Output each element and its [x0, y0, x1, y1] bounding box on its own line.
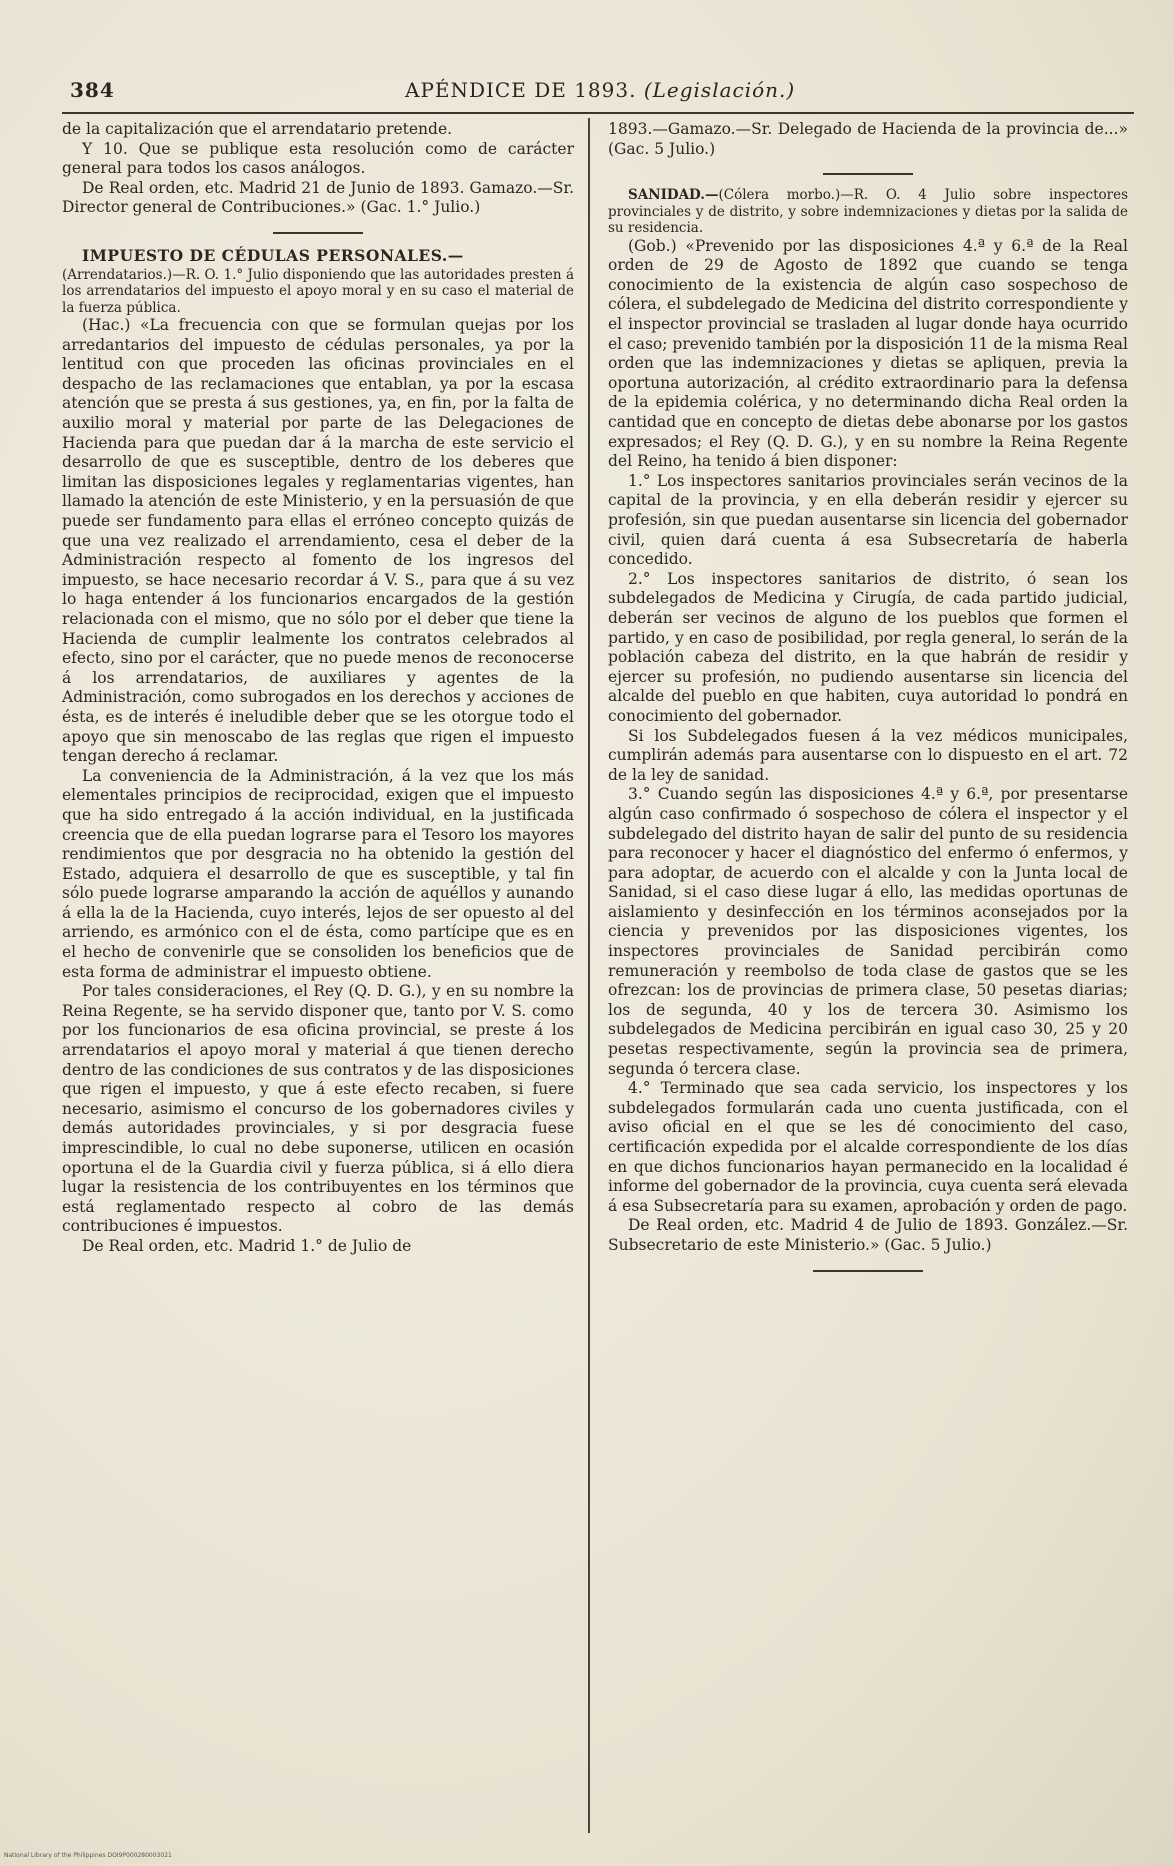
- column-rule: [588, 118, 590, 1833]
- paragraph: 4.° Terminado que sea cada servicio, los inspectores y los subdelegados formularán cada uno cuenta justificada, con el aviso oficial en el que se les dé conocimiento del caso, certificación expedida por el alcalde correspondiente de los días en que dichos funcionarios hayan permanecido en la localidad é informe del gobernador de la provincia, cuya cuenta será elevada á esa Subsecretaría para su examen, aprobación y orden de pago.: [608, 1079, 1128, 1215]
- right-column: [608, 120, 1128, 1284]
- section-heading: IMPUESTO DE CÉDULAS PERSONALES.—: [82, 245, 464, 265]
- paragraph: 3.° Cuando según las disposiciones 4.ª y 6.ª, por presentarse algún caso confirmado ó sospechoso de cólera el inspector y el subdelegado del distrito hayan de salir del punto de su residencia para reconocer y hacer el diagnóstico del enfermo ó enfermos, y para adoptar, de acuerdo con el alcalde y con la Junta local de Sanidad, si el caso diese lugar á ello, las medidas oportunas de aislamiento y desinfección en los términos aconsejados por la ciencia y prevenidos por las disposiciones vigentes, los inspectores provinciales de Sanidad percibirán como remuneración y reembolso de toda clase de gastos que se les ofrezcan: los de provincias de primera clase, 50 pesetas diarias; los de segunda, 40 y los de tercera 30. Asimismo los subdelegados de Medicina percibirán en igual caso 30, 25 y 20 pesetas respectivamente, según la provincia sea de primera, segunda ó tercera clase.: [608, 785, 1128, 1078]
- scan-credit: National Library of the Philippines DOI9P000280003021: [4, 1852, 172, 1859]
- paragraph: Por tales consideraciones, el Rey (Q. D. G.), y en su nombre la Reina Regente, se ha servido disponer que, tanto por V. S. como por los funcionarios de esa oficina provincial, se preste á los arrendatarios el apoyo moral y material á que tienen derecho dentro de las condiciones de sus contratos y de las disposiciones que rigen el impuesto, y que á este efecto recaben, si fuere necesario, asimismo el concurso de los gobernadores civiles y demás autoridades provinciales, y si por desgracia fuese imprescindible, lo cual no debe suponerse, utilicen en ocasión oportuna el de la Guardia civil y fuerza pública, si á ello diera lugar la resistencia de los contribuyentes en los términos que está reglamentado respecto al cobro de las demás contribuciones é impuestos.: [62, 982, 574, 1236]
- section-heading: SANIDAD.—(Cólera morbo.)—R. O. 4 Julio sobre inspectores provinciales y de distrito, y sobre indemnizaciones y dietas por la salida de su residencia.: [608, 187, 1128, 237]
- paragraph: 1.° Los inspectores sanitarios provinciales serán vecinos de la capital de la provincia, y en ella deberán residir y ejercer su profesión, sin que puedan ausentarse sin licencia del gobernador civil, quien dará cuenta á esa Subsecretaría de haberla concedido.: [608, 471, 1128, 569]
- paragraph: 2.° Los inspectores sanitarios de distrito, ó sean los subdelegados de Medicina y Cirugía, de cada partido judicial, deberán ser vecinos de alguno de los pueblos que formen el partido, y en caso de posibilidad, por regla general, lo serán de la población cabeza del distrito, en la que habrán de residir y ejercer su profesión, no pudiendo ausentarse sin licencia del alcalde del pueblo en que habiten, cuya autoridad lo pondrá en conocimiento del gobernador.: [608, 569, 1128, 725]
- paragraph: (Gob.) «Prevenido por las disposiciones 4.ª y 6.ª de la Real orden de 29 de Agosto de 1892 que cuando se tenga conocimiento de la existencia de algún caso sospechoso de cólera, el subdelegado de Medicina del distrito correspondiente y el inspector provincial se trasladen al lugar donde haya ocurrido el caso; prevenido también por la disposición 11 de la misma Real orden que las indemnizaciones y dietas se apliquen, previa la oportuna autorización, al crédito extraordinario para la defensa de la epidemia colérica, y no determinando dicha Real orden la cantidad que en concepto de dietas debe abonarse por los gastos expresados; el Rey (Q. D. G.), y en su nombre la Reina Regente del Reino, ha tenido á bien disponer:: [608, 236, 1129, 471]
- paragraph: de la capitalización que el arrendatario pretende.: [62, 120, 453, 138]
- paragraph: De Real orden, etc. Madrid 21 de Junio de 1893. Gamazo.—Sr. Director general de Contribuciones.» (Gac. 1.° Julio.): [62, 178, 574, 217]
- paragraph: De Real orden, etc. Madrid 4 de Julio de 1893. González.—Sr. Subsecretario de este Ministerio.» (Gac. 5 Julio.): [608, 1216, 1128, 1254]
- paragraph: La conveniencia de la Administración, á la vez que los más elementales principios de reciprocidad, exigen que el impuesto que ha sido entregado á la acción individual, en la justificada creencia que de ella puedan lograrse para el Tesoro los mayores rendimientos que por desgracia no ha obtenido la gestión del Estado, adquiera el desarrollo de que es susceptible, y tal fin sólo puede lograrse amparando la acción de aquéllos y aunando á ella la de la Hacienda, cuyo interés, lejos de ser opuesto al del arriendo, es armónico con el de ésta, como partícipe que es en el hecho de convenirle que se consoliden los beneficios que de esta forma de administrar el impuesto obtiene.: [62, 766, 574, 981]
- section-divider: [273, 232, 363, 234]
- paragraph: (Hac.) «La frecuencia con que se formulan quejas por los arredantarios del impuesto de cédulas personales, ya por la lentitud con que proceden las oficinas provinciales en el despacho de las reclamaciones que entablan, ya por la escasa atención que se presta á sus gestiones, ya, en fin, por la falta de auxilio moral y material por parte de las Delegaciones de Hacienda para que puedan dar á la marcha de este servicio el desarrollo de que es susceptible, dentro de los deberes que limitan las disposiciones legales y reglamentarias vigentes, han llamado la atención de este Ministerio, y en la persuasión de que puede ser fundamento para ellas el erróneo concepto quizás de que una vez realizado el arrendamiento, cesa el deber de la Administración respecto al fomento de los ingresos del impuesto, se hace necesario recordar á V. S., para que á su vez lo haga entender á los funcionarios encargados de la gestión relacionada con el mismo, que no sólo por el deber que tiene la Hacienda de cumplir lealmente los contratos celebrados al efecto, sino por el carácter, que no puede menos de reconocerse á los arrendatarios, de auxiliares y agentes de la Administración, como subrogados en los derechos y acciones de ésta, es de interés é ineludible deber que se les otorgue todo el apoyo que sin menoscabo de las reglas que rigen el impuesto tengan derecho á reclamar.: [62, 316, 574, 766]
- left-column: [62, 120, 574, 1257]
- section-summary: (Arrendatarios.)—R. O. 1.° Julio disponiendo que las autoridades presten á los arrendatarios del impuesto el apoyo moral y en su caso el material de la fuerza pública.: [62, 266, 574, 316]
- section-divider: [823, 173, 913, 175]
- header-rule: [62, 112, 1134, 114]
- paragraph: Si los Subdelegados fuesen á la vez médicos municipales, cumplirán además para ausentarse con lo dispuesto en el art. 72 de la ley de sanidad.: [608, 726, 1128, 784]
- running-header: [70, 74, 1120, 108]
- running-subtitle: (Legislación.): [643, 78, 796, 102]
- paragraph: 1893.—Gamazo.—Sr. Delegado de Hacienda de la provincia de...» (Gac. 5 Julio.): [608, 120, 1128, 158]
- paragraph: De Real orden, etc. Madrid 1.° de Julio de: [82, 1236, 412, 1255]
- end-divider: [813, 1270, 923, 1272]
- page-number: 384: [70, 78, 115, 102]
- running-title: APÉNDICE DE 1893. (Legislación.): [405, 78, 796, 102]
- paragraph: Y 10. Que se publique esta resolución como de carácter general para todos los casos análogos.: [62, 139, 574, 178]
